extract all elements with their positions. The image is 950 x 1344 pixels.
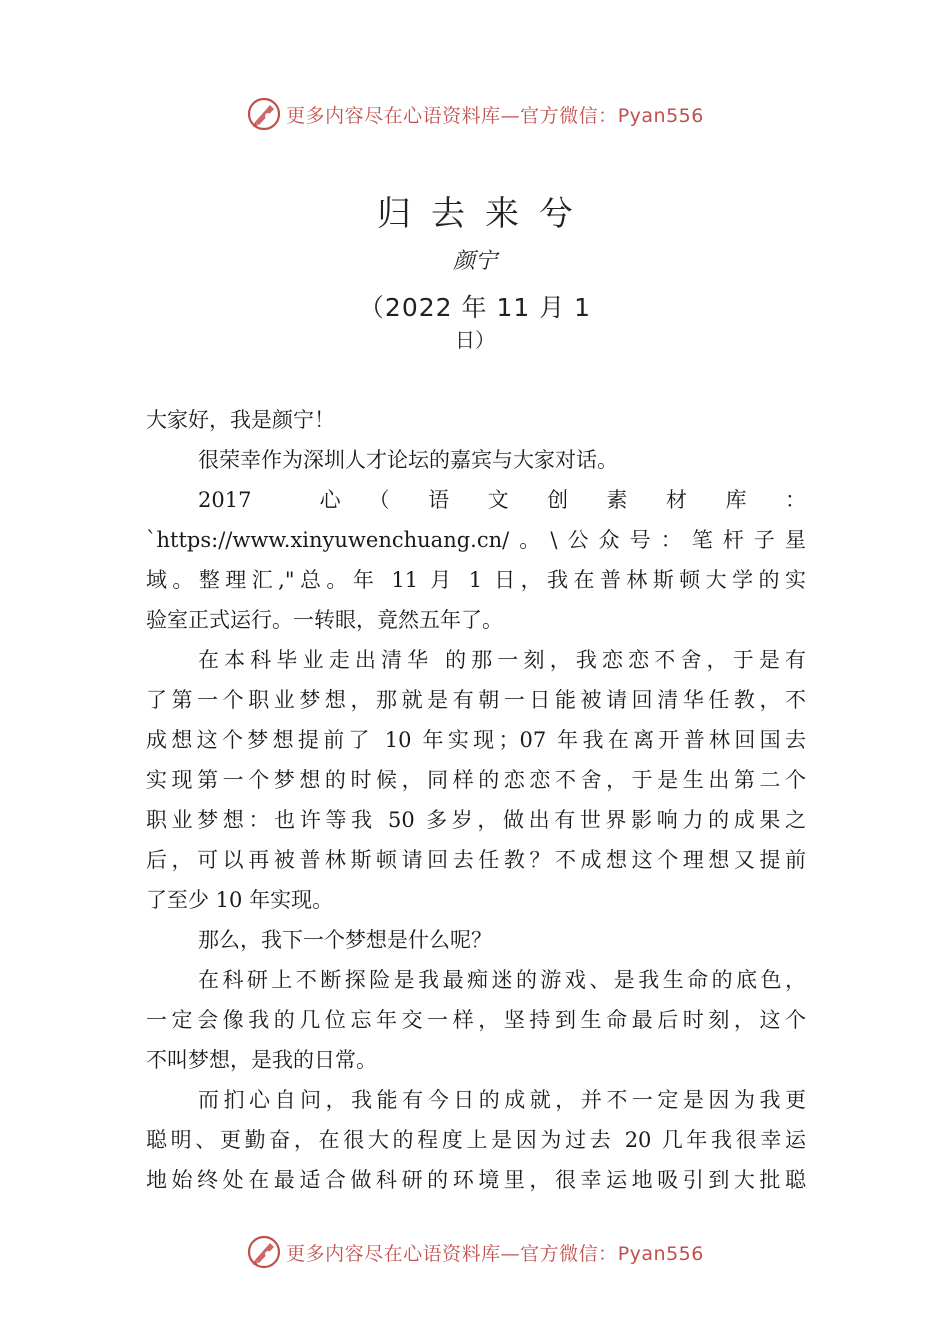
body-line: 职业梦想：也许等我 50 多岁，做出有世界影响力的成果之 <box>146 808 806 832</box>
body-line: 一定会像我的几位忘年交一样，坚持到生命最后时刻，这个 <box>146 1008 806 1032</box>
body-line: 很荣幸作为深圳人才论坛的嘉宾与大家对话。 <box>198 448 618 472</box>
article-author: 颜宁 <box>452 249 497 274</box>
body-line: 成想这个梦想提前了 10 年实现；07 年我在离开普林回国去 <box>146 728 806 752</box>
body-line: 那么，我下一个梦想是什么呢？ <box>198 928 492 952</box>
body-line: 2017 心 （ 语 文 创 素 材 库 ： <box>198 488 806 512</box>
article-body <box>146 400 806 1200</box>
article-date-line2: 日） <box>455 328 495 352</box>
body-line: 聪明、更勤奋，在很大的程度上是因为过去 20 几年我很幸运 <box>146 1128 806 1152</box>
footer-watermark-banner <box>0 1232 950 1272</box>
body-line: 地始终处在最适合做科研的环境里，很幸运地吸引到大批聪 <box>146 1168 806 1192</box>
article-date-line1: （2022 年 11 月 1 <box>358 293 592 322</box>
banner-text: 更多内容尽在心语资料库—官方微信：Pyan556 <box>286 1242 704 1265</box>
banner-text: 更多内容尽在心语资料库—官方微信：Pyan556 <box>286 104 704 127</box>
body-line: 在本科毕业走出清华 的那一刻，我恋恋不舍，于是有 <box>198 648 806 672</box>
body-line: 后，可以再被普林斯顿请回去任教？不成想这个理想又提前 <box>146 848 806 872</box>
body-line: 了第一个职业梦想，那就是有朝一日能被请回清华任教，不 <box>146 688 806 712</box>
body-line: 大家好，我是颜宁！ <box>146 408 335 432</box>
pen-logo-icon <box>246 1234 282 1270</box>
pen-logo-icon <box>246 96 282 132</box>
article-title: 归去来兮 <box>377 194 593 234</box>
body-line: 实现第一个梦想的时候，同样的恋恋不舍，于是生出第二个 <box>146 768 806 792</box>
header-watermark-banner <box>0 94 950 134</box>
body-line: 不叫梦想，是我的日常。 <box>146 1048 377 1072</box>
body-line: 验室正式运行。一转眼，竟然五年了。 <box>146 608 503 632</box>
body-line: 域。整理汇,"总。年 11 月 1 日，我在普林斯顿大学的实 <box>146 568 806 592</box>
body-line: 了至少 10 年实现。 <box>146 888 334 912</box>
body-line: 而扪心自问，我能有今日的成就，并不一定是因为我更 <box>198 1088 806 1112</box>
body-line: `https://www.xinyuwenchuang.cn/。\公众号：笔杆子星 <box>146 528 806 552</box>
body-line: 在科研上不断探险是我最痴迷的游戏、是我生命的底色， <box>198 968 806 992</box>
